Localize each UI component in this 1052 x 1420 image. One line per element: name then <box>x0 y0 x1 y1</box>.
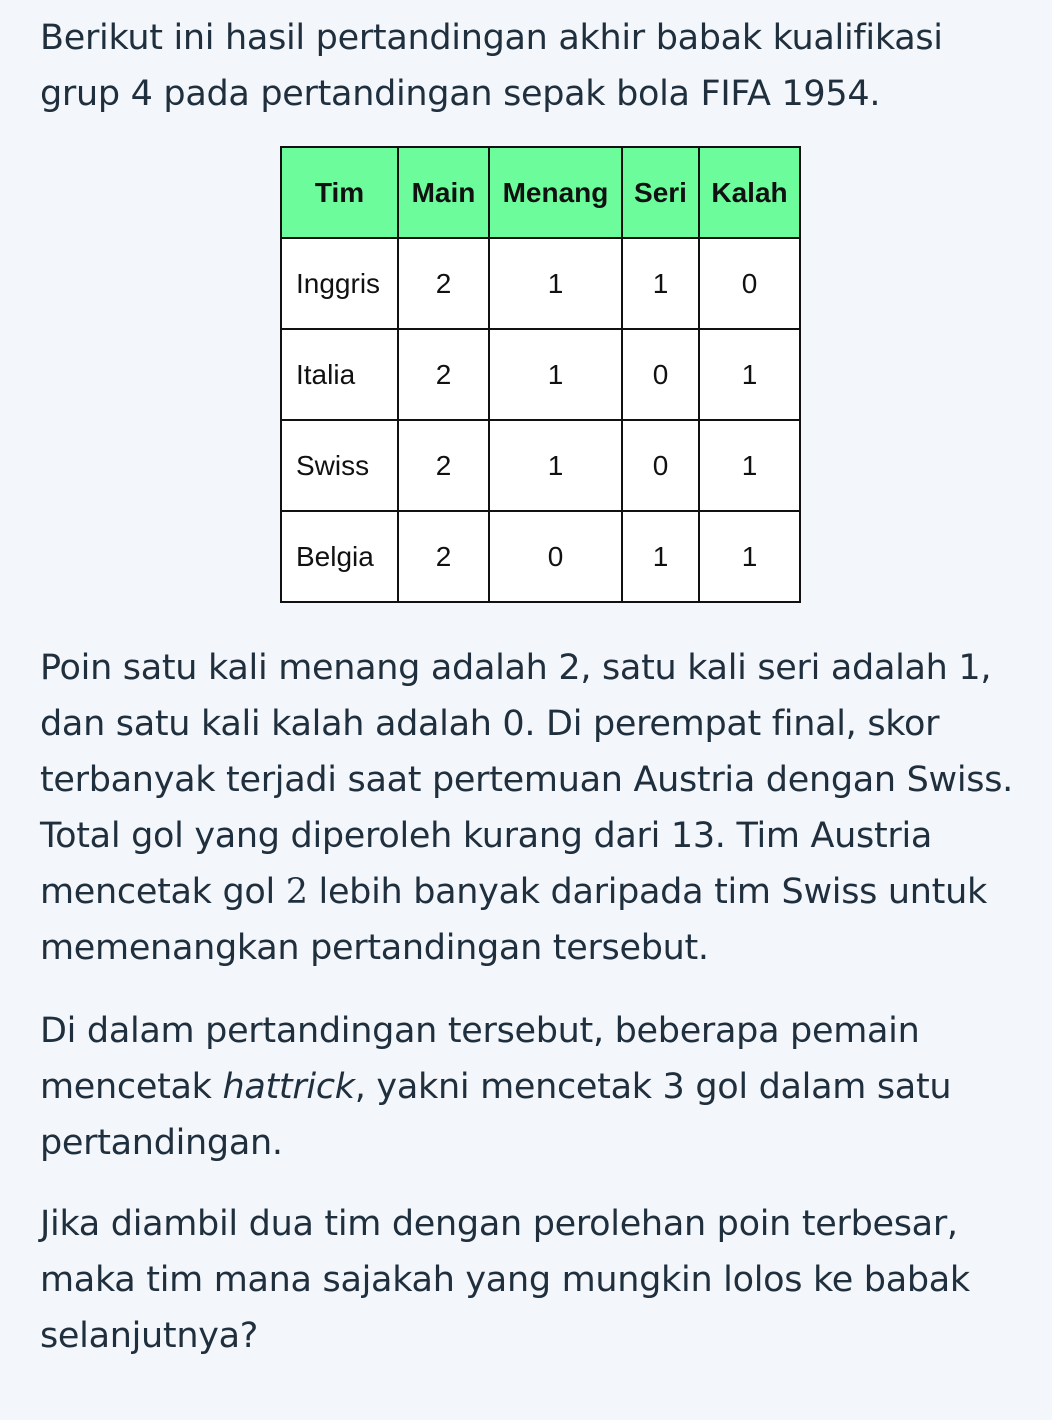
table-cell: 0 <box>699 238 800 329</box>
table-row <box>281 238 800 329</box>
table-cell: 2 <box>398 511 489 602</box>
table-cell-team: Belgia <box>281 511 398 602</box>
table-cell: 1 <box>622 238 699 329</box>
table-cell: 1 <box>699 420 800 511</box>
table-row <box>281 511 800 602</box>
table-cell-team: Inggris <box>281 238 398 329</box>
table-cell-team: Swiss <box>281 420 398 511</box>
header-tim: Tim <box>281 147 398 238</box>
table-cell: 1 <box>699 511 800 602</box>
header-seri: Seri <box>622 147 699 238</box>
table-header-row <box>281 147 800 238</box>
table-row <box>281 329 800 420</box>
hattrick-text-after: , yakni mencetak 3 gol dalam satu pertandingan. <box>40 1067 952 1163</box>
header-menang: Menang <box>489 147 622 238</box>
header-kalah: Kalah <box>699 147 800 238</box>
rules-text-before: Poin satu kali menang adalah 2, satu kali seri adalah 1, dan satu kali kalah adalah 0. Di perempat final, skor terbanyak terjadi saat pertemuan Austria dengan Swiss. Total gol yang diperoleh kurang dari 13. Tim Austria mencetak gol <box>40 648 1013 912</box>
table-row <box>281 420 800 511</box>
math-number: 2 <box>285 872 308 912</box>
hattrick-paragraph <box>40 1003 1030 1171</box>
hattrick-text-before: Di dalam pertandingan tersebut, beberapa pemain mencetak <box>40 1011 920 1107</box>
table-cell: 1 <box>489 329 622 420</box>
table-cell: 2 <box>398 420 489 511</box>
table-cell: 2 <box>398 329 489 420</box>
table-cell: 1 <box>489 420 622 511</box>
table-cell: 1 <box>489 238 622 329</box>
table-cell: 0 <box>489 511 622 602</box>
table-cell: 2 <box>398 238 489 329</box>
table-cell: 0 <box>622 420 699 511</box>
rules-paragraph <box>40 640 1040 976</box>
table-cell-team: Italia <box>281 329 398 420</box>
header-main: Main <box>398 147 489 238</box>
question-paragraph: Jika diambil dua tim dengan perolehan poin terbesar, maka tim mana sajakah yang mungkin lolos ke babak selanjutnya? <box>40 1204 970 1356</box>
results-table-container <box>280 146 801 603</box>
intro-paragraph: Berikut ini hasil pertandingan akhir babak kualifikasi grup 4 pada pertandingan sepak bola FIFA 1954. <box>40 18 943 114</box>
table-cell: 1 <box>622 511 699 602</box>
rules-text-after: lebih banyak daripada tim Swiss untuk memenangkan pertandingan tersebut. <box>40 872 987 968</box>
results-table <box>280 146 801 603</box>
table-cell: 1 <box>699 329 800 420</box>
hattrick-term: hattrick <box>222 1067 355 1107</box>
table-cell: 0 <box>622 329 699 420</box>
